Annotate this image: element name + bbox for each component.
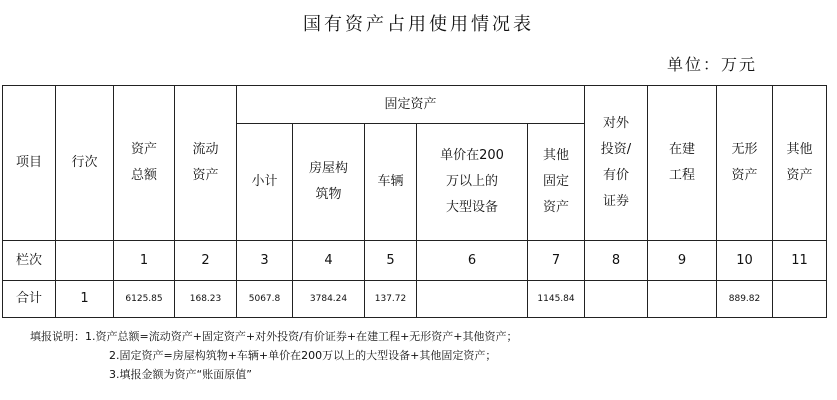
column-index-row — [3, 241, 827, 281]
total-cell — [585, 281, 648, 318]
column-index-cell: 6 — [417, 241, 528, 281]
total-cell: 3784.24 — [293, 281, 365, 318]
header-other-assets: 其他 资产 — [773, 86, 827, 241]
header-row-no: 行次 — [56, 86, 114, 241]
total-cell: 6125.85 — [114, 281, 175, 318]
column-index-cell: 8 — [585, 241, 648, 281]
total-row — [3, 281, 827, 318]
total-cell: 5067.8 — [237, 281, 293, 318]
column-index-cell: 11 — [773, 241, 827, 281]
note-line: 2.固定资产=房屋构筑物+车辆+单价在200万以上的大型设备+其他固定资产； — [109, 349, 497, 362]
total-label: 合计 — [3, 281, 56, 318]
note-line: 填报说明：1.资产总额=流动资产+固定资产+对外投资/有价证券+在建工程+无形资产+其他资产； — [30, 330, 518, 343]
total-cell — [417, 281, 528, 318]
header-foreign-investment: 对外 投资/ 有价 证券 — [585, 86, 648, 241]
total-cell: 889.82 — [717, 281, 773, 318]
header-intangible: 无形 资产 — [717, 86, 773, 241]
page-title: 国有资产占用使用情况表 — [303, 14, 534, 35]
total-cell: 1 — [56, 281, 114, 318]
column-index-cell: 2 — [175, 241, 237, 281]
header-vehicles: 车辆 — [365, 124, 417, 241]
header-item: 项目 — [3, 86, 56, 241]
total-cell — [648, 281, 717, 318]
filling-instructions — [30, 327, 518, 384]
column-index-cell: 7 — [528, 241, 585, 281]
header-total-assets: 资产 总额 — [114, 86, 175, 241]
assets-table — [2, 85, 827, 318]
note-line: 3.填报金额为资产“账面原值” — [109, 368, 252, 381]
column-index-cell — [56, 241, 114, 281]
header-large-equipment: 单价在200 万以上的 大型设备 — [417, 124, 528, 241]
column-index-cell: 1 — [114, 241, 175, 281]
header-subtotal: 小计 — [237, 124, 293, 241]
header-construction: 在建 工程 — [648, 86, 717, 241]
column-index-cell: 9 — [648, 241, 717, 281]
column-index-cell: 4 — [293, 241, 365, 281]
header-fixed-assets-group: 固定资产 — [237, 86, 585, 124]
total-cell — [773, 281, 827, 318]
header-buildings: 房屋构 筑物 — [293, 124, 365, 241]
column-index-cell: 3 — [237, 241, 293, 281]
total-cell: 137.72 — [365, 281, 417, 318]
column-index-cell: 5 — [365, 241, 417, 281]
total-cell: 168.23 — [175, 281, 237, 318]
header-current-assets: 流动 资产 — [175, 86, 237, 241]
column-index-label: 栏次 — [3, 241, 56, 281]
total-cell: 1145.84 — [528, 281, 585, 318]
unit-label: 单位：万元 — [666, 55, 757, 74]
column-index-cell: 10 — [717, 241, 773, 281]
header-other-fixed: 其他 固定 资产 — [528, 124, 585, 241]
